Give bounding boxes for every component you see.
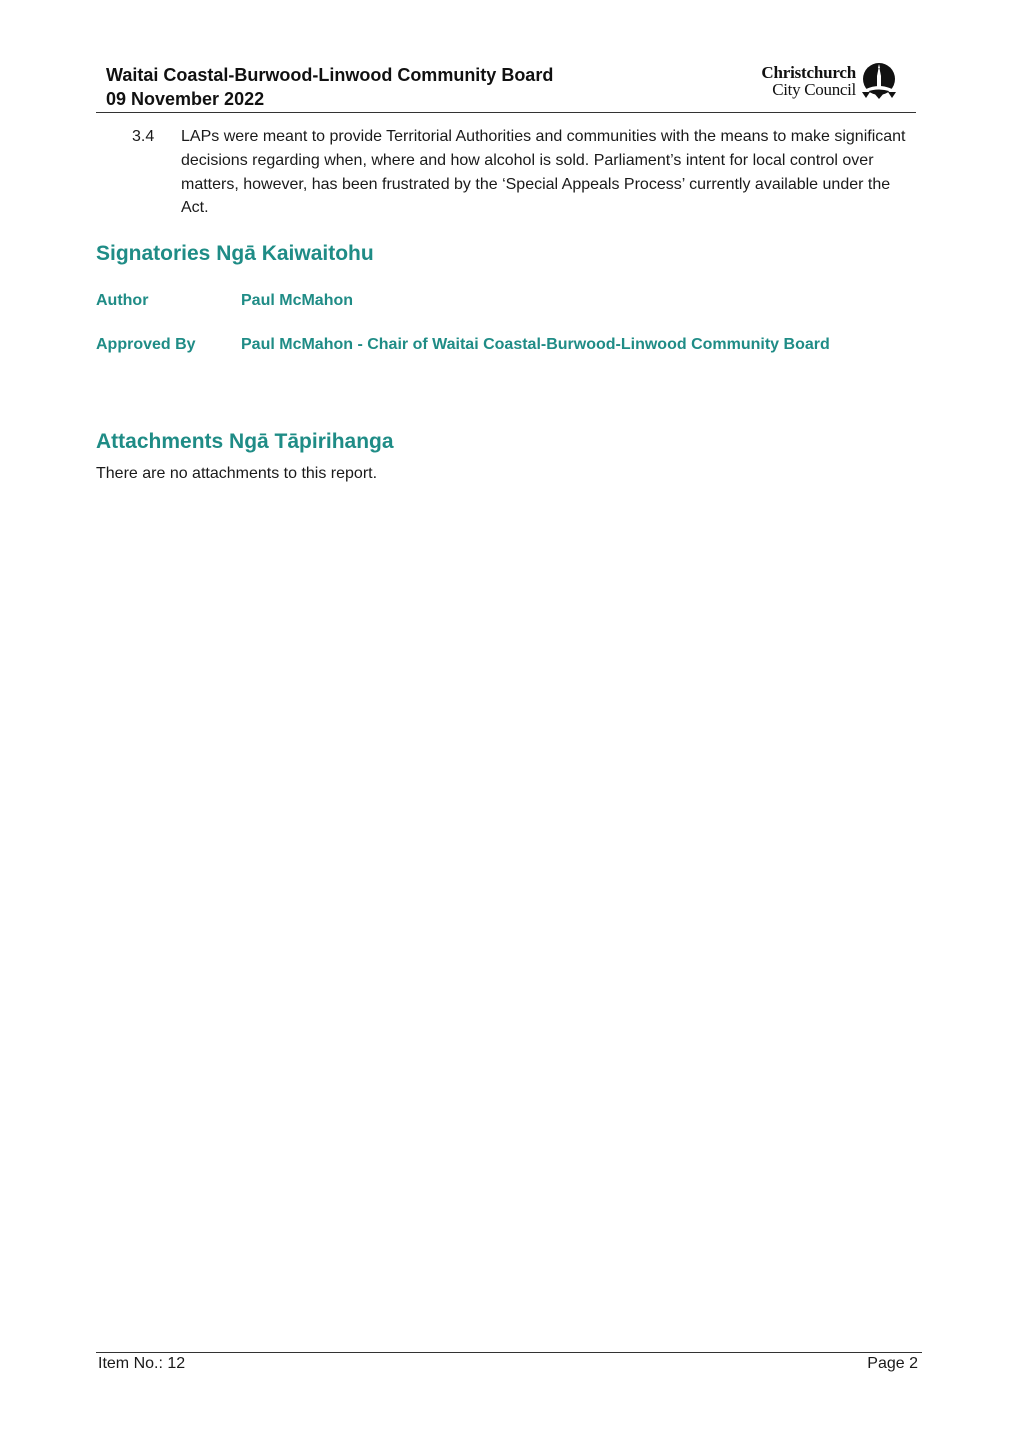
approved-by-value: Paul McMahon - Chair of Waitai Coastal-Burwood-Linwood Community Board (241, 336, 830, 353)
header-title (106, 63, 553, 111)
item-number: Item No.: 12 (98, 1355, 186, 1372)
page-footer (96, 1352, 922, 1377)
signatories-heading: Signatories Ngā Kaiwaitohu (96, 242, 374, 265)
paragraph-text: LAPs were meant to provide Territorial Authorities and communities with the means to make significant decisions regarding when, where and how alcohol is sold. Parliament’s intent for local control over matters, however, has been frustrated by the ‘Special Appeals Process’ currently available under the Act. (181, 128, 906, 217)
council-logo (738, 62, 898, 102)
approved-by-label: Approved By (96, 336, 196, 353)
logo-text (761, 64, 856, 98)
page-number: Page 2 (867, 1355, 918, 1372)
logo-line-2: City Council (772, 80, 856, 99)
page-header (96, 60, 916, 113)
author-value: Paul McMahon (241, 292, 354, 309)
board-name: Waitai Coastal-Burwood-Linwood Community Board (106, 65, 554, 85)
paragraph-number: 3.4 (132, 128, 155, 145)
christchurch-cathedral-logo-icon (860, 62, 898, 100)
meeting-date: 09 November 2022 (106, 89, 265, 109)
attachments-text: There are no attachments to this report. (96, 465, 378, 482)
logo-line-1: Christchurch (761, 63, 856, 82)
attachments-heading: Attachments Ngā Tāpirihanga (96, 430, 394, 453)
author-label: Author (96, 292, 149, 309)
